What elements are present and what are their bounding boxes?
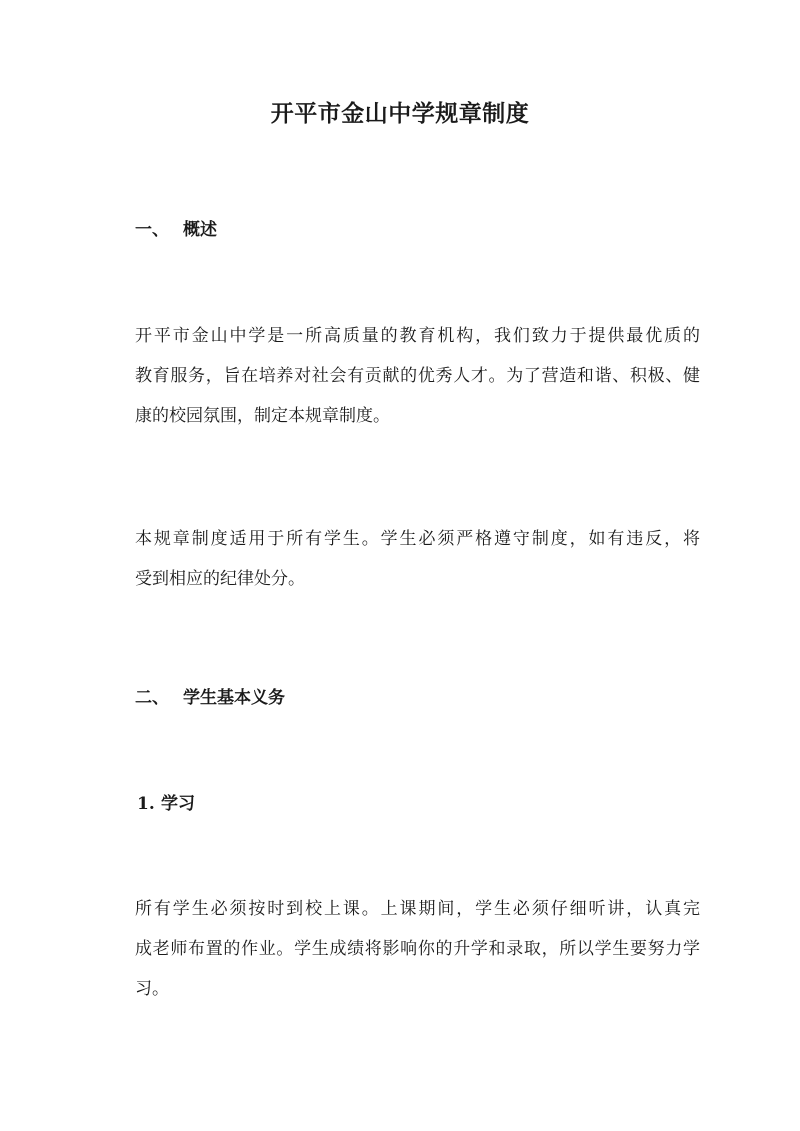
subsection-heading-study xyxy=(137,792,195,816)
paragraph-overview-scope xyxy=(135,519,700,599)
paragraph-line: 本规章制度适用于所有学生。学生必须严格遵守制度，如有违反，将 xyxy=(135,529,700,549)
paragraph-line: 康的校园氛围，制定本规章制度。 xyxy=(135,406,390,426)
paragraph-line: 习。 xyxy=(135,979,169,999)
paragraph-line: 开平市金山中学是一所高质量的教育机构，我们致力于提供最优质的 xyxy=(135,326,700,346)
paragraph-study xyxy=(135,889,700,1009)
section-number: 二、 xyxy=(135,688,169,708)
paragraph-line: 所有学生必须按时到校上课。上课期间，学生必须仔细听讲，认真完 xyxy=(135,899,700,919)
paragraph-line: 教育服务，旨在培养对社会有贡献的优秀人才。为了营造和谐、积极、健 xyxy=(135,366,700,386)
subsection-number: 1. xyxy=(137,794,155,814)
section-title: 概述 xyxy=(183,220,217,240)
subsection-title: 学习 xyxy=(161,794,195,814)
section-heading-student-duties xyxy=(135,686,285,710)
section-title: 学生基本义务 xyxy=(183,688,285,708)
paragraph-overview-intro xyxy=(135,316,700,436)
section-number: 一、 xyxy=(135,220,169,240)
paragraph-line: 受到相应的纪律处分。 xyxy=(135,569,305,589)
paragraph-line: 成老师布置的作业。学生成绩将影响你的升学和录取，所以学生要努力学 xyxy=(135,939,700,959)
section-heading-overview xyxy=(135,218,217,242)
document-title: 开平市金山中学规章制度 xyxy=(270,100,530,127)
